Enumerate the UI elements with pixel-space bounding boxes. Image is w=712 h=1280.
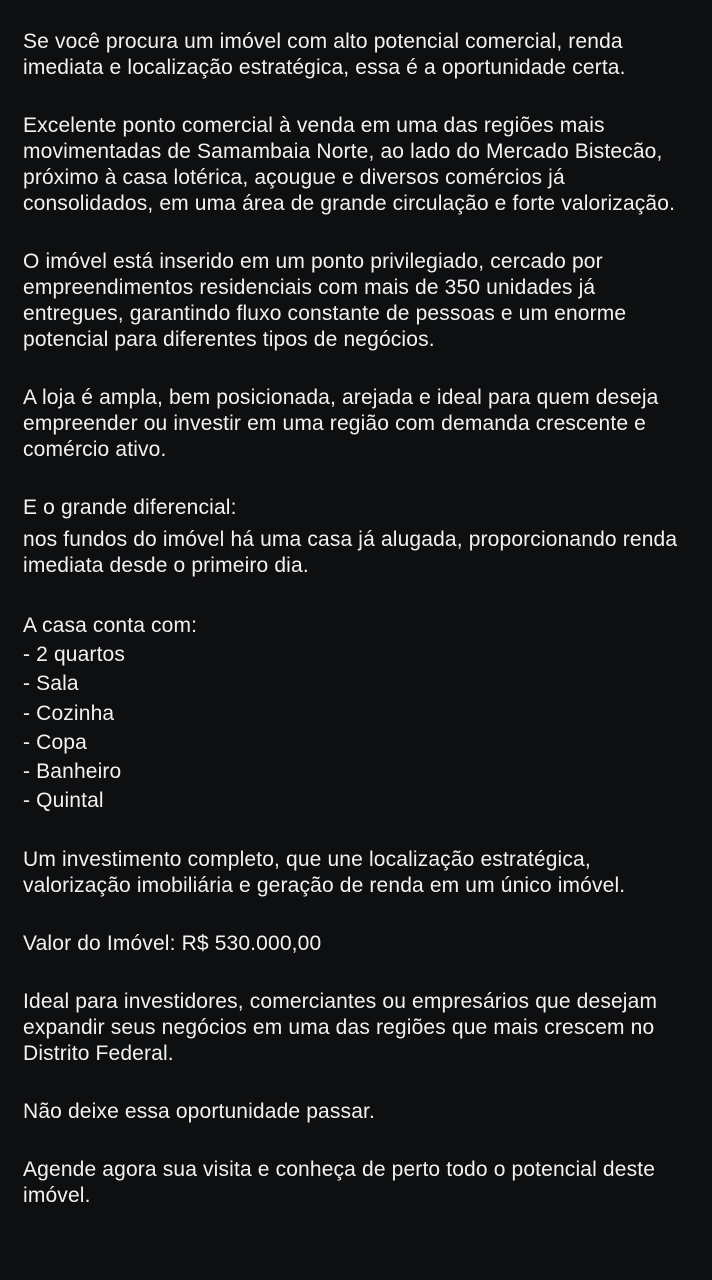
casa-item: - 2 quartos <box>23 643 126 667</box>
casa-title: A casa conta com: <box>23 614 198 637</box>
casa-item: - Quintal <box>23 789 104 813</box>
investimento-paragraph: Um investimento completo, que une localização estratégica, valorização imobiliária e geração de renda em um único imóvel. <box>23 848 626 898</box>
casa-item: - Copa <box>23 730 87 754</box>
casa-item: - Sala <box>23 672 79 696</box>
ideal-paragraph: Ideal para investidores, comerciantes ou empresários que desejam expandir seus negócios em uma das regiões que mais crescem no Distrito Federal. <box>23 990 658 1066</box>
casa-item: - Banheiro <box>23 760 122 784</box>
localizacao-paragraph: O imóvel está inserido em um ponto privilegiado, cercado por empreendimentos residenciais com mais de 350 unidades já entregues, garantindo fluxo constante de pessoas e um enorme potencial para diferentes tipos de negócios. <box>23 250 627 351</box>
loja-paragraph: A loja é ampla, bem posicionada, arejada e ideal para quem deseja empreender ou investir em uma região com demanda crescente e comércio ativo. <box>23 386 659 461</box>
ponto-paragraph: Excelente ponto comercial à venda em uma das regiões mais movimentadas de Samambaia Norte, ao lado do Mercado Bistecão, próximo à casa lotérica, açougue e diversos comércios já consolidados, em uma área de grande circulação e forte valorização. <box>23 114 676 215</box>
intro-paragraph: Se você procura um imóvel com alto potencial comercial, renda imediata e localização estratégica, essa é a oportunidade certa. <box>23 30 626 79</box>
nao-deixe-text: Não deixe essa oportunidade passar. <box>23 1100 375 1124</box>
valor-text: Valor do Imóvel: R$ 530.000,00 <box>23 932 322 956</box>
diferencial-title: E o grande diferencial: <box>23 496 237 519</box>
diferencial-paragraph: nos fundos do imóvel há uma casa já alugada, proporcionando renda imediata desde o primeiro dia. <box>23 528 678 577</box>
message-body <box>23 29 698 1241</box>
casa-section <box>23 611 698 815</box>
casa-item: - Cozinha <box>23 701 115 725</box>
agende-paragraph: Agende agora sua visita e conheça de perto todo o potencial deste imóvel. <box>23 1158 656 1208</box>
